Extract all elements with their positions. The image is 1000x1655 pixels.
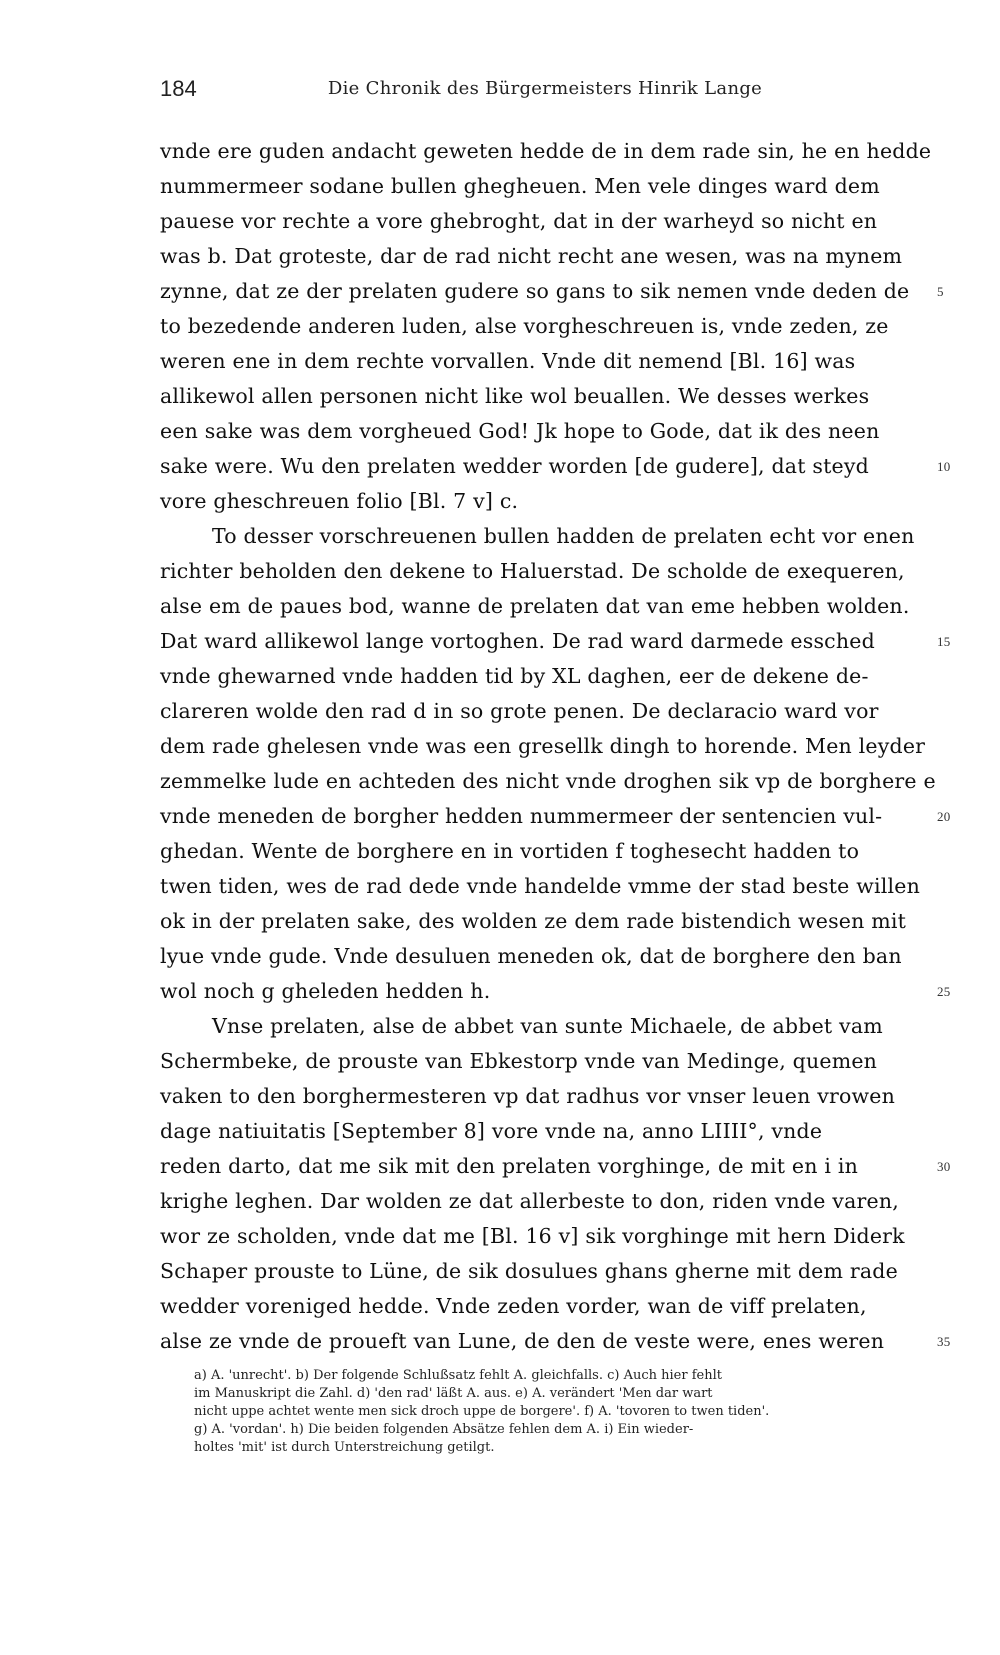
text-line — [160, 1324, 951, 1359]
line-text: wol noch g gheleden hedden h. — [160, 979, 491, 1003]
line-number: 30 — [937, 1159, 951, 1174]
text-line — [160, 379, 930, 414]
text-line — [160, 869, 930, 904]
line-text: zemmelke lude en achteden des nicht vnde droghen sik vp de borghere e — [160, 769, 936, 793]
line-text: reden darto, dat me sik mit den prelaten vorghinge, de mit en i in — [160, 1154, 859, 1178]
line-number: 35 — [937, 1334, 951, 1349]
text-line — [160, 974, 951, 1009]
text-line — [160, 1184, 930, 1219]
line-text: ok in der prelaten sake, des wolden ze dem rade bistendich wesen mit — [160, 909, 907, 933]
text-line — [160, 1219, 930, 1254]
line-text: vnde ere guden andacht geweten hedde de in dem rade sin, he en hedde — [160, 139, 932, 163]
text-line — [160, 589, 930, 624]
running-head: Die Chronik des Bürgermeisters Hinrik Lange — [327, 78, 763, 99]
line-text: alse ze vnde de proueft van Lune, de den de veste were, enes weren — [160, 1329, 885, 1353]
text-line — [160, 169, 930, 204]
line-number: 10 — [937, 459, 951, 474]
text-line — [160, 624, 951, 659]
footnotes — [194, 1367, 924, 1457]
text-line — [160, 1149, 951, 1184]
text-line — [160, 904, 930, 939]
line-text: vaken to den borghermesteren vp dat radhus vor vnser leuen vrowen — [160, 1084, 896, 1108]
text-line — [160, 1289, 930, 1324]
line-text: To desser vorschreuenen bullen hadden de prelaten echt vor enen — [212, 524, 915, 548]
line-text: vore gheschreuen folio [Bl. 7 v] c. — [160, 489, 519, 513]
line-text: dem rade ghelesen vnde was een gresellk dingh to horende. Men leyder — [160, 734, 926, 758]
text-line — [160, 239, 930, 274]
line-text: Schaper prouste to Lüne, de sik dosulues ghans gherne mit dem rade — [160, 1259, 898, 1283]
text-line — [160, 1254, 930, 1289]
footnote-line: g) A. 'vordan'. h) Die beiden folgenden Absätze fehlen dem A. i) Ein wieder- — [194, 1422, 694, 1437]
line-number: 15 — [937, 634, 951, 649]
text-line — [160, 519, 930, 554]
text-line — [160, 274, 944, 309]
line-text: wedder voreniged hedde. Vnde zeden vorder, wan de viff prelaten, — [160, 1294, 867, 1318]
line-text: alse em de paues bod, wanne de prelaten dat van eme hebben wolden. — [160, 594, 910, 618]
text-line — [160, 1114, 930, 1149]
line-text: een sake was dem vorgheued God! Jk hope to Gode, dat ik des neen — [160, 419, 880, 443]
line-text: richter beholden den dekene to Haluerstad. De scholde de exequeren, — [160, 559, 905, 583]
line-text: was b. Dat groteste, dar de rad nicht recht ane wesen, was na mynem — [160, 244, 903, 268]
text-line — [160, 659, 930, 694]
text-line — [160, 484, 930, 519]
text-line — [160, 309, 930, 344]
line-text: nummermeer sodane bullen ghegheuen. Men vele dinges ward dem — [160, 174, 880, 198]
line-text: vnde meneden de borgher hedden nummermeer der sentencien vul- — [160, 804, 883, 828]
footnote-line: holtes 'mit' ist durch Unterstreichung getilgt. — [194, 1440, 495, 1455]
line-text: vnde ghewarned vnde hadden tid by XL daghen, eer de dekene de- — [160, 664, 869, 688]
text-line — [160, 414, 930, 449]
text-line — [160, 764, 936, 799]
line-text: to bezedende anderen luden, alse vorgheschreuen is, vnde zeden, ze — [160, 314, 889, 338]
main-text — [160, 134, 951, 1359]
footnote-line: im Manuskript die Zahl. d) 'den rad' läßt A. aus. e) A. verändert 'Men dar wart — [194, 1386, 713, 1401]
text-line — [160, 554, 930, 589]
line-text: Schermbeke, de prouste van Ebkestorp vnde van Medinge, quemen — [160, 1049, 878, 1073]
text-line — [160, 834, 930, 869]
line-text: zynne, dat ze der prelaten gudere so gans to sik nemen vnde deden de — [160, 279, 910, 303]
text-line — [160, 344, 930, 379]
text-line — [160, 1079, 930, 1114]
text-line — [160, 694, 930, 729]
page-number: 184 — [160, 76, 197, 101]
text-line — [160, 729, 930, 764]
text-line — [160, 449, 951, 484]
line-number: 25 — [937, 984, 951, 999]
line-text: sake were. Wu den prelaten wedder worden [de gudere], dat steyd — [160, 454, 869, 478]
line-text: dage natiuitatis [September 8] vore vnde na, anno LIIII°, vnde — [160, 1119, 823, 1143]
text-line — [160, 939, 930, 974]
text-line — [160, 204, 930, 239]
line-text: krighe leghen. Dar wolden ze dat allerbeste to don, riden vnde varen, — [160, 1189, 899, 1213]
line-text: ghedan. Wente de borghere en in vortiden f toghesecht hadden to — [160, 839, 860, 863]
line-text: Vnse prelaten, alse de abbet van sunte Michaele, de abbet vam — [212, 1014, 883, 1038]
page-header — [160, 76, 930, 106]
footnote-line: nicht uppe achtet wente men sick droch uppe de borgere'. f) A. 'tovoren to twen tiden'. — [194, 1404, 770, 1419]
line-text: lyue vnde gude. Vnde desuluen meneden ok, dat de borghere den ban — [160, 944, 902, 968]
line-text: wor ze scholden, vnde dat me [Bl. 16 v] sik vorghinge mit hern Diderk — [160, 1224, 905, 1248]
footnote-line: a) A. 'unrecht'. b) Der folgende Schlußsatz fehlt A. gleichfalls. c) Auch hier fehlt — [194, 1368, 722, 1383]
text-line — [160, 1009, 930, 1044]
line-text: pauese vor rechte a vore ghebroght, dat in der warheyd so nicht en — [160, 209, 878, 233]
line-text: clareren wolde den rad d in so grote penen. De declaracio ward vor — [160, 699, 879, 723]
line-text: weren ene in dem rechte vorvallen. Vnde dit nemend [Bl. 16] was — [160, 349, 856, 373]
line-text: Dat ward allikewol lange vortoghen. De rad ward darmede essched — [160, 629, 875, 653]
line-text: allikewol allen personen nicht like wol beuallen. We desses werkes — [160, 384, 870, 408]
line-number: 20 — [937, 809, 951, 824]
text-line — [160, 134, 930, 169]
text-line — [160, 799, 951, 834]
line-number: 5 — [937, 284, 944, 299]
line-text: twen tiden, wes de rad dede vnde handelde vmme der stad beste willen — [160, 874, 920, 898]
text-line — [160, 1044, 930, 1079]
